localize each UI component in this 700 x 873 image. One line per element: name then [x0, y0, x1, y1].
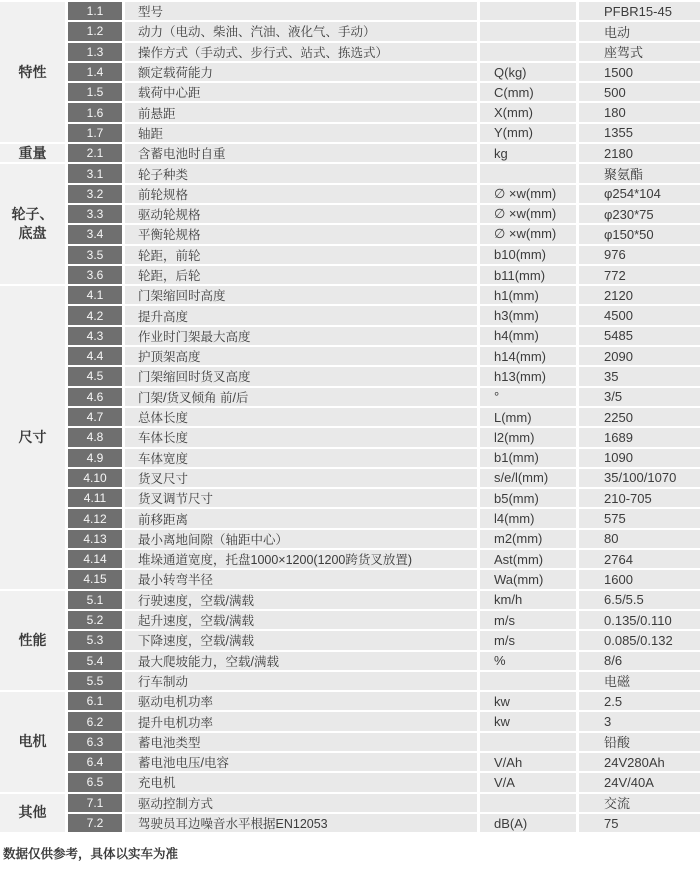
- row-number: 1.7: [68, 124, 122, 142]
- row-unit: m/s: [480, 631, 576, 649]
- row-number: 4.15: [68, 570, 122, 588]
- row-description: 最大爬坡能力，空载/满载: [125, 652, 477, 670]
- row-number: 1.4: [68, 63, 122, 81]
- row-unit: [480, 733, 576, 751]
- row-unit: Y(mm): [480, 124, 576, 142]
- row-description: 动力（电动、柴油、汽油、液化气、手动）: [125, 22, 477, 40]
- row-description: 轮距，前轮: [125, 246, 477, 264]
- row-value: φ254*104: [579, 185, 700, 203]
- row-unit: s/e/l(mm): [480, 469, 576, 487]
- row-unit: %: [480, 652, 576, 670]
- row-description: 提升高度: [125, 306, 477, 324]
- row-value: 1355: [579, 124, 700, 142]
- row-value: 2.5: [579, 692, 700, 710]
- row-unit: dB(A): [480, 814, 576, 832]
- row-value: 24V/40A: [579, 773, 700, 791]
- row-value: 35/100/1070: [579, 469, 700, 487]
- row-value: 电动: [579, 22, 700, 40]
- row-number: 4.3: [68, 327, 122, 345]
- row-value: 2180: [579, 144, 700, 162]
- row-description: 额定载荷能力: [125, 63, 477, 81]
- row-value: 5485: [579, 327, 700, 345]
- row-value: 24V280Ah: [579, 753, 700, 771]
- row-number: 6.1: [68, 692, 122, 710]
- row-value: 0.085/0.132: [579, 631, 700, 649]
- row-number: 3.5: [68, 246, 122, 264]
- row-description: 驾驶员耳边噪音水平根据EN12053: [125, 814, 477, 832]
- row-number: 5.5: [68, 672, 122, 690]
- row-value: 3/5: [579, 388, 700, 406]
- row-value: 1090: [579, 449, 700, 467]
- row-number: 1.2: [68, 22, 122, 40]
- section-label: 电机: [0, 692, 65, 791]
- row-value: 80: [579, 530, 700, 548]
- row-number: 6.4: [68, 753, 122, 771]
- row-unit: C(mm): [480, 83, 576, 101]
- row-description: 门架缩回时高度: [125, 286, 477, 304]
- row-description: 驱动轮规格: [125, 205, 477, 223]
- row-number: 5.4: [68, 652, 122, 670]
- row-value: 575: [579, 509, 700, 527]
- row-unit: [480, 2, 576, 20]
- row-value: 电磁: [579, 672, 700, 690]
- row-number: 1.6: [68, 103, 122, 121]
- row-number: 4.9: [68, 449, 122, 467]
- row-unit: b10(mm): [480, 246, 576, 264]
- row-number: 4.4: [68, 347, 122, 365]
- row-description: 驱动控制方式: [125, 794, 477, 812]
- row-number: 6.2: [68, 712, 122, 730]
- row-description: 蓄电池类型: [125, 733, 477, 751]
- row-number: 4.1: [68, 286, 122, 304]
- section-label: 轮子、底盘: [0, 164, 65, 284]
- row-description: 含蓄电池时自重: [125, 144, 477, 162]
- row-unit: Wa(mm): [480, 570, 576, 588]
- row-unit: h3(mm): [480, 306, 576, 324]
- row-number: 3.3: [68, 205, 122, 223]
- row-value: 180: [579, 103, 700, 121]
- row-unit: kw: [480, 712, 576, 730]
- row-unit: V/Ah: [480, 753, 576, 771]
- row-value: 聚氨酯: [579, 164, 700, 182]
- row-number: 3.2: [68, 185, 122, 203]
- row-description: 行车制动: [125, 672, 477, 690]
- row-number: 4.14: [68, 550, 122, 568]
- row-value: 交流: [579, 794, 700, 812]
- row-value: 500: [579, 83, 700, 101]
- row-number: 4.13: [68, 530, 122, 548]
- row-number: 6.5: [68, 773, 122, 791]
- row-description: 轴距: [125, 124, 477, 142]
- row-unit: ∅ ×w(mm): [480, 225, 576, 243]
- row-unit: V/A: [480, 773, 576, 791]
- row-value: 1500: [579, 63, 700, 81]
- row-unit: kg: [480, 144, 576, 162]
- row-number: 4.12: [68, 509, 122, 527]
- row-number: 3.6: [68, 266, 122, 284]
- row-number: 1.3: [68, 43, 122, 61]
- row-unit: L(mm): [480, 408, 576, 426]
- row-number: 1.1: [68, 2, 122, 20]
- row-number: 4.10: [68, 469, 122, 487]
- footer-note: 数据仅供参考，具体以实车为准: [3, 847, 179, 862]
- row-number: 5.3: [68, 631, 122, 649]
- row-value: 1600: [579, 570, 700, 588]
- row-number: 6.3: [68, 733, 122, 751]
- row-number: 4.8: [68, 428, 122, 446]
- row-description: 门架缩回时货叉高度: [125, 367, 477, 385]
- row-unit: [480, 672, 576, 690]
- row-number: 2.1: [68, 144, 122, 162]
- row-description: 轮子种类: [125, 164, 477, 182]
- row-value: 8/6: [579, 652, 700, 670]
- row-description: 前移距离: [125, 509, 477, 527]
- row-value: 2090: [579, 347, 700, 365]
- row-unit: h1(mm): [480, 286, 576, 304]
- row-description: 堆垛通道宽度，托盘1000×1200(1200跨货叉放置): [125, 550, 477, 568]
- row-unit: l2(mm): [480, 428, 576, 446]
- row-description: 前悬距: [125, 103, 477, 121]
- row-number: 5.1: [68, 591, 122, 609]
- row-number: 1.5: [68, 83, 122, 101]
- row-value: 6.5/5.5: [579, 591, 700, 609]
- row-unit: b11(mm): [480, 266, 576, 284]
- row-value: 1689: [579, 428, 700, 446]
- row-number: 4.11: [68, 489, 122, 507]
- row-value: 座驾式: [579, 43, 700, 61]
- row-description: 平衡轮规格: [125, 225, 477, 243]
- row-unit: [480, 794, 576, 812]
- row-number: 7.2: [68, 814, 122, 832]
- row-number: 4.7: [68, 408, 122, 426]
- section-label: 重量: [0, 144, 65, 162]
- row-unit: b1(mm): [480, 449, 576, 467]
- row-unit: Ast(mm): [480, 550, 576, 568]
- row-unit: km/h: [480, 591, 576, 609]
- row-description: 前轮规格: [125, 185, 477, 203]
- row-unit: l4(mm): [480, 509, 576, 527]
- row-unit: b5(mm): [480, 489, 576, 507]
- row-description: 门架/货叉倾角 前/后: [125, 388, 477, 406]
- row-number: 4.5: [68, 367, 122, 385]
- row-value: 3: [579, 712, 700, 730]
- row-description: 轮距，后轮: [125, 266, 477, 284]
- row-description: 车体宽度: [125, 449, 477, 467]
- row-number: 5.2: [68, 611, 122, 629]
- row-unit: m2(mm): [480, 530, 576, 548]
- row-description: 作业时门架最大高度: [125, 327, 477, 345]
- section-label: 尺寸: [0, 286, 65, 588]
- row-value: 2764: [579, 550, 700, 568]
- row-description: 驱动电机功率: [125, 692, 477, 710]
- row-number: 3.4: [68, 225, 122, 243]
- row-unit: m/s: [480, 611, 576, 629]
- row-unit: °: [480, 388, 576, 406]
- row-description: 货叉尺寸: [125, 469, 477, 487]
- row-unit: [480, 43, 576, 61]
- row-value: 0.135/0.110: [579, 611, 700, 629]
- row-unit: Q(kg): [480, 63, 576, 81]
- row-value: 铅酸: [579, 733, 700, 751]
- row-value: 976: [579, 246, 700, 264]
- row-description: 最小离地间隙（轴距中心）: [125, 530, 477, 548]
- row-unit: kw: [480, 692, 576, 710]
- row-value: 4500: [579, 306, 700, 324]
- row-value: 35: [579, 367, 700, 385]
- section-label: 特性: [0, 2, 65, 142]
- row-description: 护顶架高度: [125, 347, 477, 365]
- row-unit: ∅ ×w(mm): [480, 185, 576, 203]
- row-value: 210-705: [579, 489, 700, 507]
- row-description: 车体长度: [125, 428, 477, 446]
- row-unit: h4(mm): [480, 327, 576, 345]
- row-unit: ∅ ×w(mm): [480, 205, 576, 223]
- row-number: 4.6: [68, 388, 122, 406]
- row-description: 载荷中心距: [125, 83, 477, 101]
- row-description: 货叉调节尺寸: [125, 489, 477, 507]
- row-description: 起升速度，空载/满载: [125, 611, 477, 629]
- row-description: 总体长度: [125, 408, 477, 426]
- row-description: 操作方式（手动式、步行式、站式、拣选式）: [125, 43, 477, 61]
- row-description: 型号: [125, 2, 477, 20]
- row-unit: [480, 164, 576, 182]
- row-unit: [480, 22, 576, 40]
- section-label: 性能: [0, 591, 65, 690]
- row-unit: X(mm): [480, 103, 576, 121]
- row-value: PFBR15-45: [579, 2, 700, 20]
- row-description: 蓄电池电压/电容: [125, 753, 477, 771]
- section-label: 其他: [0, 794, 65, 833]
- row-number: 3.1: [68, 164, 122, 182]
- row-description: 充电机: [125, 773, 477, 791]
- row-number: 7.1: [68, 794, 122, 812]
- row-description: 下降速度，空载/满载: [125, 631, 477, 649]
- row-value: 75: [579, 814, 700, 832]
- row-unit: h13(mm): [480, 367, 576, 385]
- row-value: 2250: [579, 408, 700, 426]
- row-value: φ150*50: [579, 225, 700, 243]
- row-unit: h14(mm): [480, 347, 576, 365]
- row-description: 提升电机功率: [125, 712, 477, 730]
- row-number: 4.2: [68, 306, 122, 324]
- row-description: 最小转弯半径: [125, 570, 477, 588]
- row-description: 行驶速度，空载/满载: [125, 591, 477, 609]
- row-value: φ230*75: [579, 205, 700, 223]
- row-value: 2120: [579, 286, 700, 304]
- row-value: 772: [579, 266, 700, 284]
